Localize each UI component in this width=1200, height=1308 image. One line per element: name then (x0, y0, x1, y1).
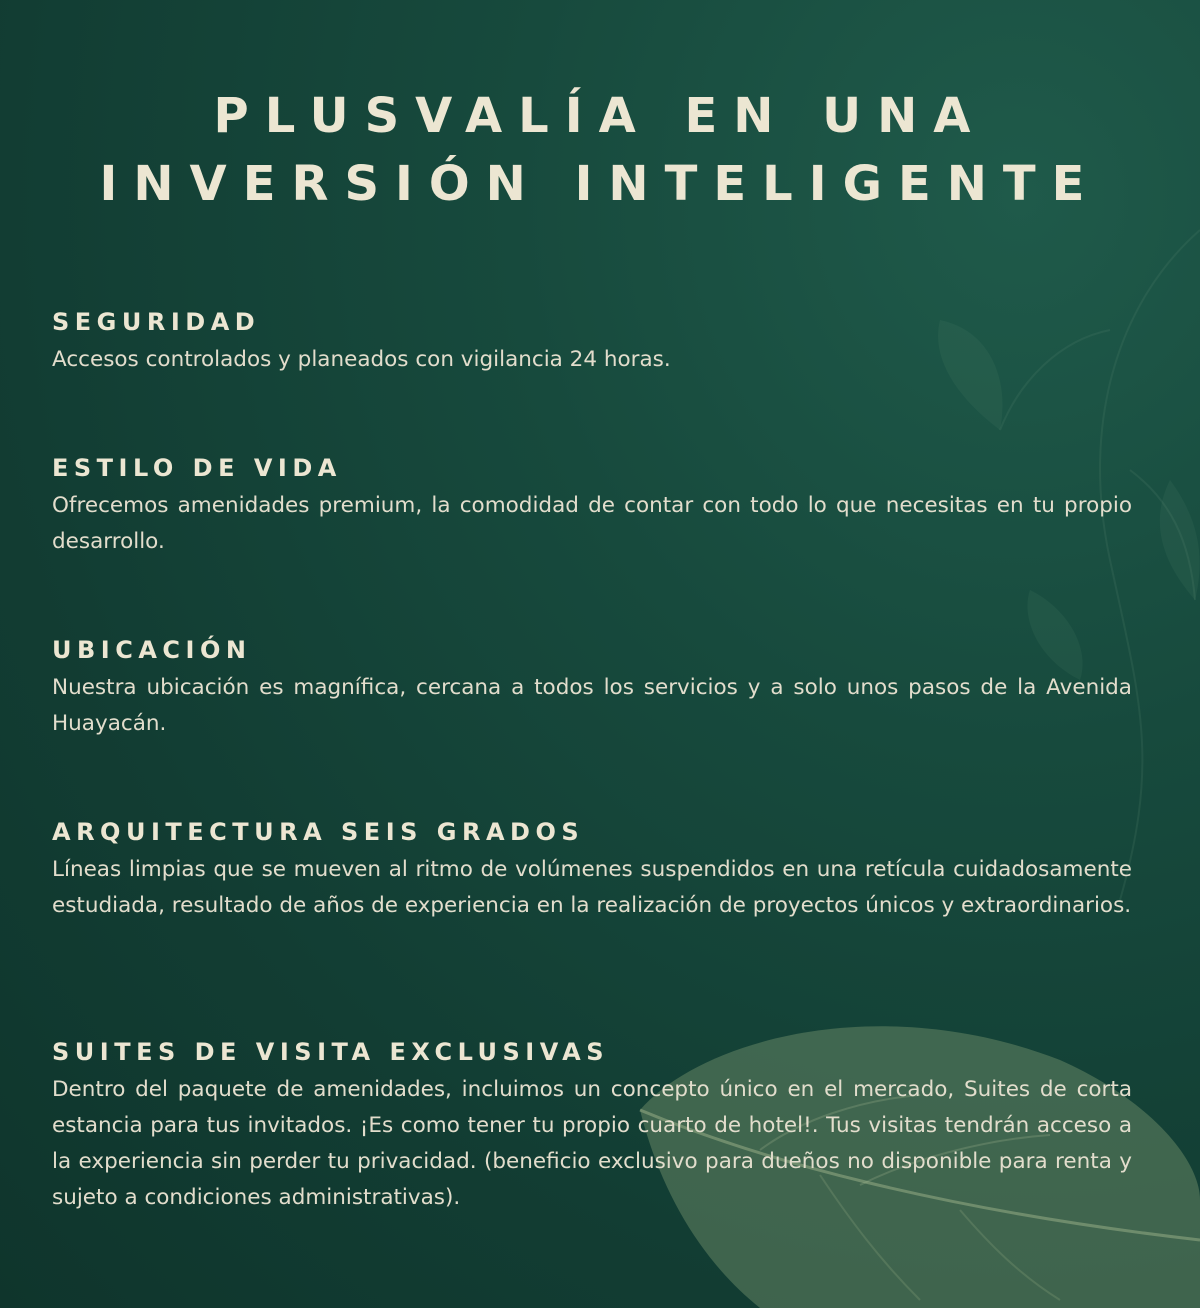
section-body: Accesos controlados y planeados con vigilancia 24 horas. (52, 347, 671, 372)
section-arquitectura (52, 816, 1132, 924)
section-estilo-de-vida (52, 452, 1132, 560)
section-seguridad (52, 306, 1132, 378)
section-title: UBICACIÓN (52, 636, 252, 664)
section-suites (52, 1036, 1132, 1216)
section-title: ESTILO DE VIDA (52, 454, 342, 482)
section-body: Líneas limpias que se mueven al ritmo de volúmenes suspendidos en una retícula cuidadosamente estudiada, resultado de años de experiencia en la realización de proyectos únicos y extraordinarios. (52, 857, 1132, 918)
section-body: Nuestra ubicación es magnífica, cercana a todos los servicios y a solo unos pasos de la Avenida Huayacán. (52, 675, 1132, 736)
section-title: SUITES DE VISITA EXCLUSIVAS (52, 1038, 610, 1066)
section-body: Dentro del paquete de amenidades, incluimos un concepto único en el mercado, Suites de corta estancia para tus invitados. ¡Es como tener tu propio cuarto de hotel!. Tus visitas tendrán acceso a la experiencia sin perder tu privacidad. (beneficio exclusivo para dueños no disponible para renta y sujeto a condiciones administrativas). (52, 1077, 1132, 1210)
section-ubicacion (52, 634, 1132, 742)
headline-line-1: PLUSVALÍA EN UNA (213, 88, 987, 144)
section-title: SEGURIDAD (52, 308, 261, 336)
section-title: ARQUITECTURA SEIS GRADOS (52, 818, 585, 846)
headline-line-2: INVERSIÓN INTELIGENTE (99, 156, 1101, 212)
section-body: Ofrecemos amenidades premium, la comodidad de contar con todo lo que necesitas en tu propio desarrollo. (52, 493, 1132, 554)
